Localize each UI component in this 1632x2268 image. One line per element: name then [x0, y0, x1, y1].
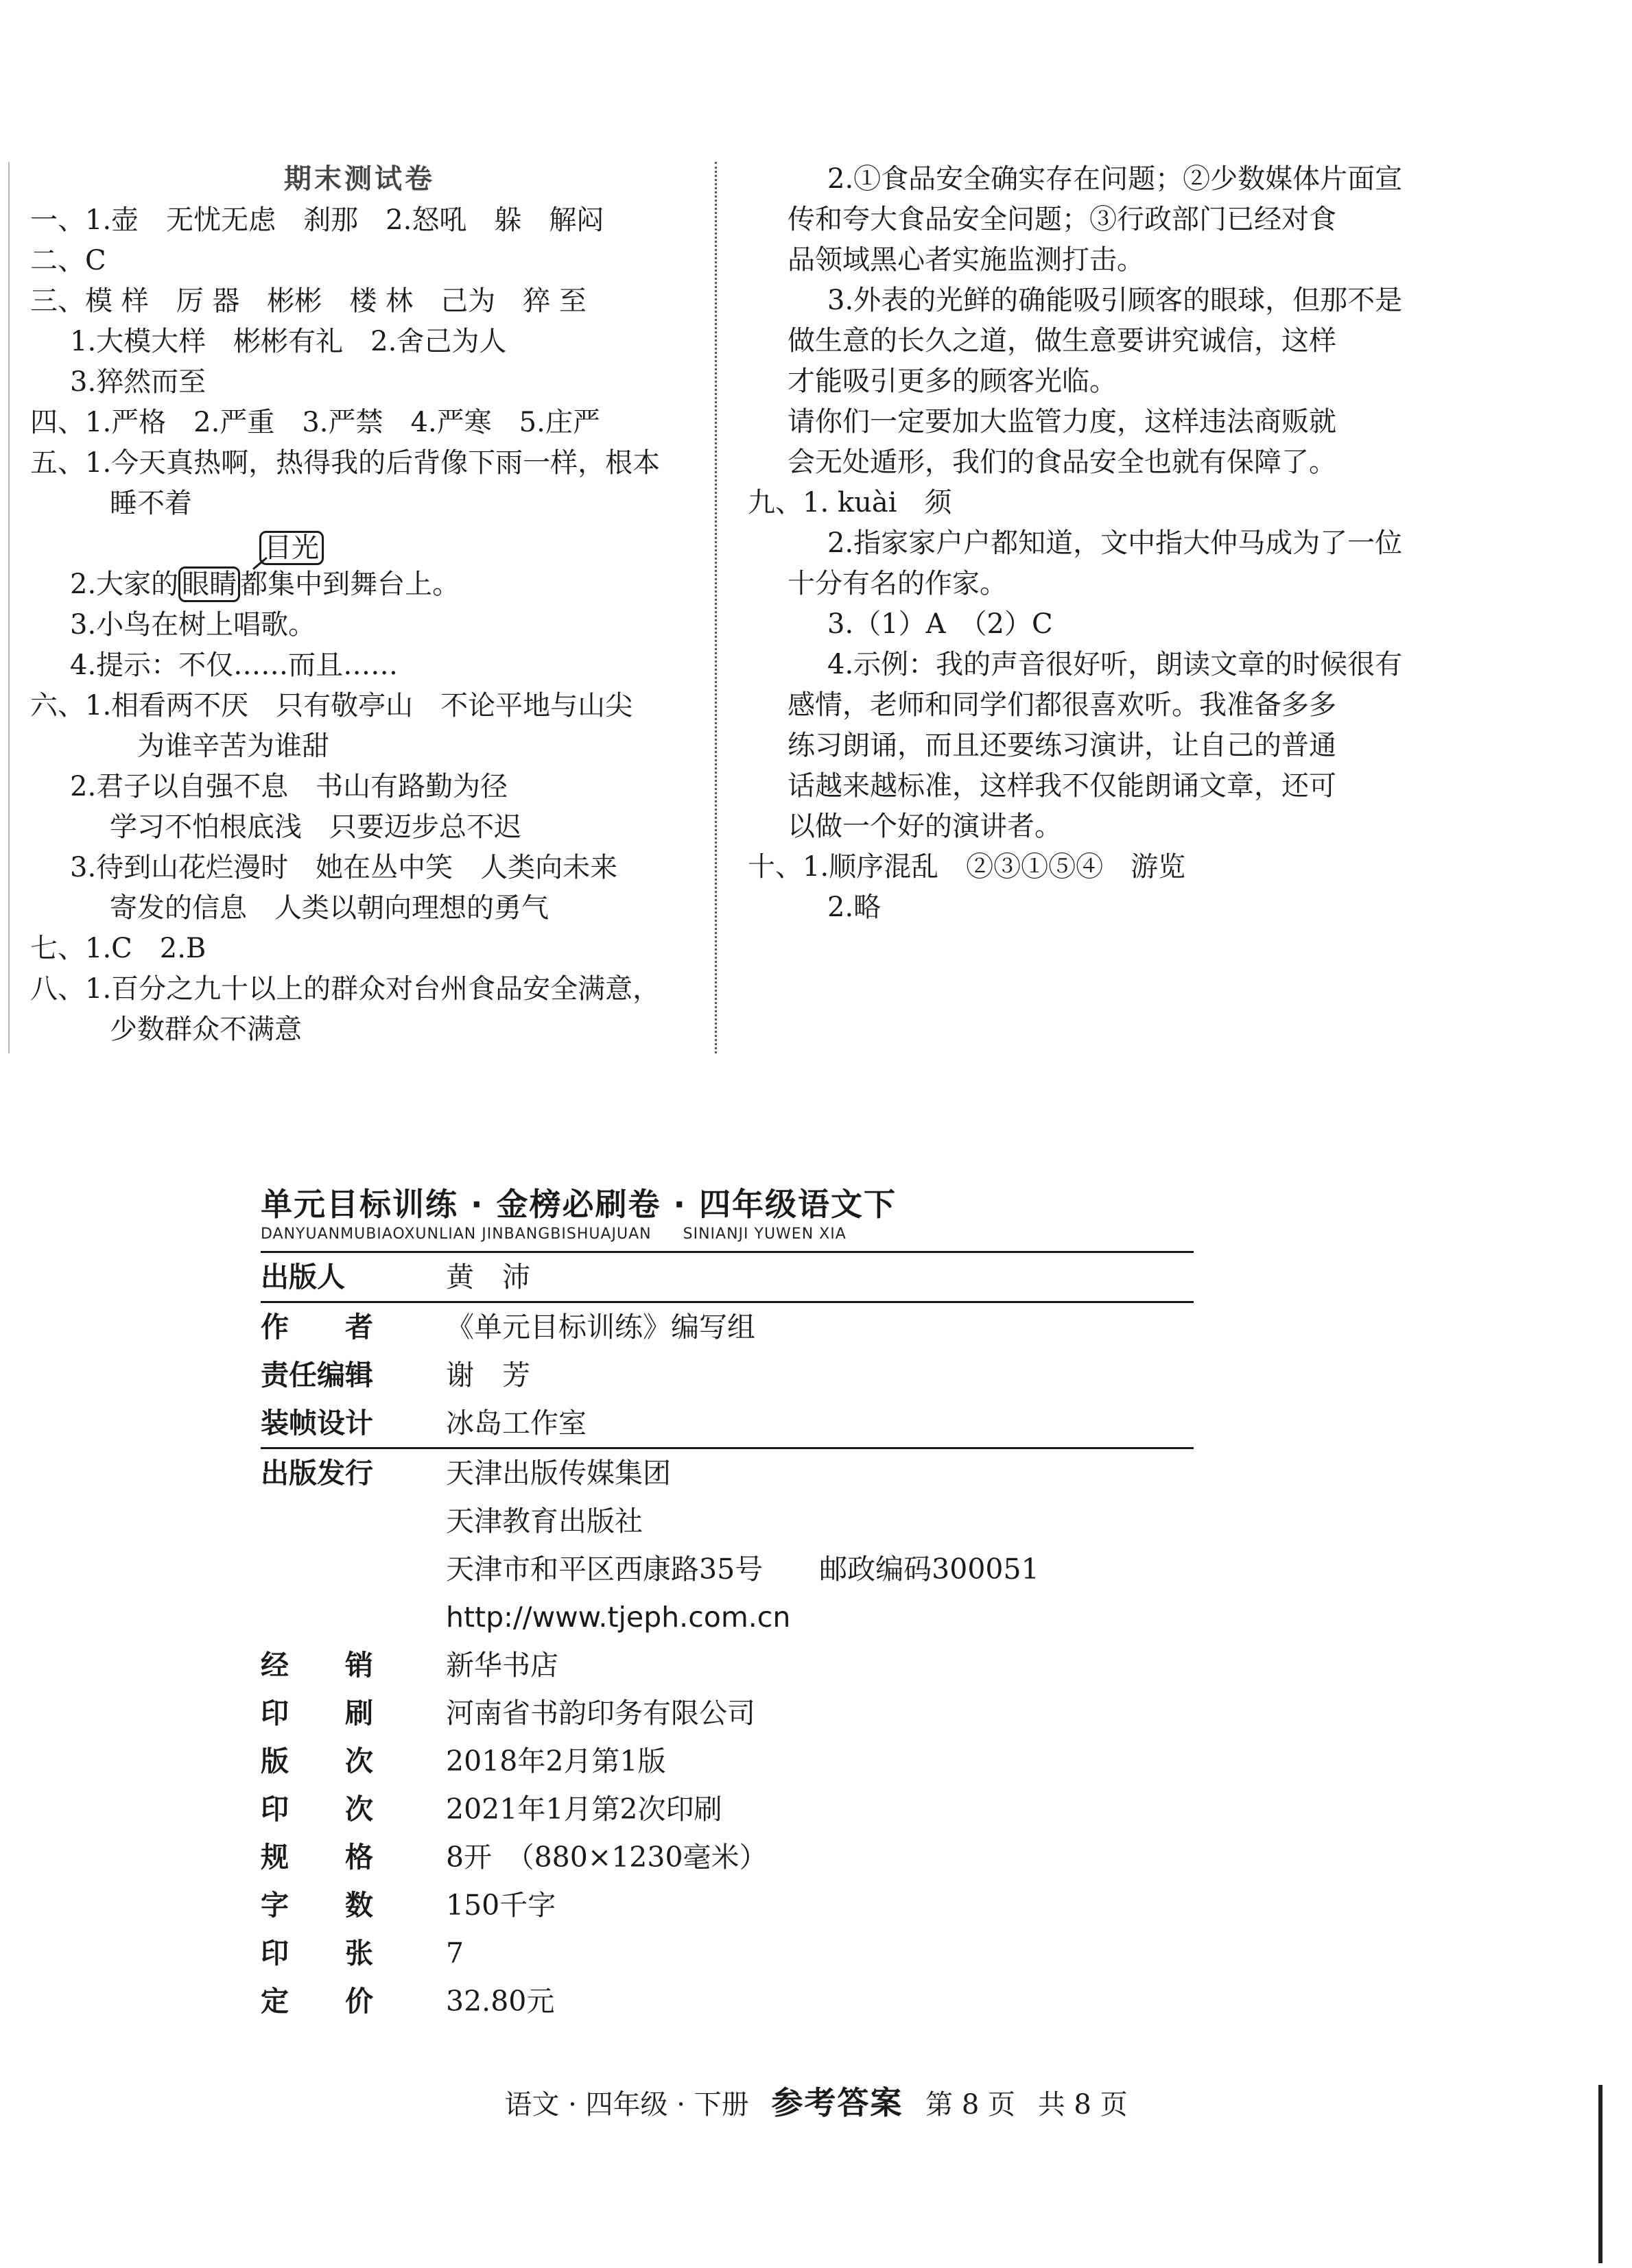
page-edge-line	[8, 162, 10, 1053]
row-value: 8开 （880×1230毫米）	[446, 1841, 768, 1874]
column-divider	[715, 162, 717, 1053]
answer-line: 六、1.相看两不厌 只有敬亭山 不论平地与山尖	[30, 690, 633, 721]
answer-line: 3.（1）A （2）C	[827, 608, 1053, 640]
colophon-row	[261, 1351, 1207, 1399]
left-column	[30, 159, 689, 1050]
book-title: 单元目标训练 · 金榜必刷卷 · 四年级语文下	[261, 1186, 897, 1223]
answer-line: 十分有名的作家。	[788, 568, 1007, 599]
row-value: 32.80元	[446, 1985, 555, 2018]
answer-line: 3.小鸟在树上唱歌。	[70, 609, 316, 641]
answer-line: 十、1.顺序混乱 ②③①⑤④ 游览	[748, 851, 1186, 883]
row-value-group	[446, 1449, 1039, 1641]
row-label: 定 价	[261, 1985, 373, 2018]
answer-line: 五、1.今天真热啊，热得我的后背像下雨一样，根本	[30, 447, 661, 479]
colophon-row	[261, 1449, 1207, 1641]
answer-line: 2.君子以自强不息 书山有路勤为径	[70, 771, 508, 802]
answer-line: 八、1.百分之九十以上的群众对台州食品安全满意，	[30, 973, 661, 1005]
colophon-row	[261, 1881, 1207, 1929]
row-label: 印 张	[261, 1937, 373, 1970]
boxed-word: 眼睛	[178, 566, 240, 602]
answer-line: 感情，老师和同学们都很喜欢听。我准备多多	[788, 689, 1336, 721]
answer-line: 4.示例：我的声音很好听，朗读文章的时候很有	[827, 649, 1403, 680]
answer-line: 以做一个好的演讲者。	[788, 811, 1062, 842]
row-label: 作 者	[261, 1311, 373, 1344]
row-label: 规 格	[261, 1841, 373, 1874]
row-value: 天津市和平区西康路35号 邮政编码300051	[446, 1553, 1039, 1586]
answer-line: 学习不怕根底浅 只要迈步总不迟	[110, 811, 521, 843]
answer-line: 做生意的长久之道，做生意要讲究诚信，这样	[788, 325, 1336, 357]
colophon-row	[261, 1977, 1207, 2025]
page-footer	[0, 2078, 1632, 2123]
colophon-row	[261, 1833, 1207, 1881]
answer-line: 3.待到山花烂漫时 她在丛中笑 人类向未来	[70, 852, 618, 883]
row-label: 出版发行	[261, 1457, 373, 1490]
answer-line: 四、1.严格 2.严重 3.严禁 4.严寒 5.庄严	[30, 407, 600, 438]
row-value: 2021年1月第2次印刷	[446, 1793, 722, 1826]
colophon	[261, 1180, 1207, 2025]
colophon-row	[261, 1689, 1207, 1737]
answer-line: 2.指家家户户都知道，文中指大仲马成为了一位	[827, 527, 1403, 559]
row-label: 印 次	[261, 1793, 373, 1826]
text-fragment: 2.大家的	[70, 569, 179, 600]
answer-line: 练习朗诵，而且还要练习演讲，让自己的普通	[788, 730, 1336, 761]
row-label: 责任编辑	[261, 1359, 373, 1392]
row-label: 版 次	[261, 1745, 373, 1778]
answer-line: 睡不着	[110, 488, 192, 519]
answer-line: 少数群众不满意	[110, 1014, 302, 1045]
row-value: 谢 芳	[446, 1359, 530, 1392]
row-value: 新华书店	[446, 1649, 558, 1682]
answer-line: 传和夸大食品安全问题；③行政部门已经对食	[788, 204, 1336, 235]
colophon-row	[261, 1737, 1207, 1785]
row-value: 黄 沛	[446, 1261, 530, 1293]
row-value: 2018年2月第1版	[446, 1745, 666, 1778]
answer-line: 2.略	[827, 892, 882, 923]
row-label: 字 数	[261, 1889, 373, 1922]
row-value: 天津出版传媒集团	[446, 1457, 671, 1490]
row-value: 《单元目标训练》编写组	[446, 1311, 755, 1344]
answer-line: 会无处遁形，我们的食品安全也就有保障了。	[788, 446, 1336, 478]
section-title: 期末测试卷	[284, 163, 435, 195]
row-value: 150千字	[446, 1889, 556, 1922]
row-value: 河南省书韵印务有限公司	[446, 1697, 755, 1730]
row-value: 7	[446, 1937, 464, 1970]
answer-line: 七、1.C 2.B	[30, 933, 206, 964]
answer-line: 九、1. kuài 须	[748, 487, 952, 518]
footer-page-total: 共 8 页	[1037, 2089, 1128, 2121]
answer-line: 3.外表的光鲜的确能吸引顾客的眼球，但那不是	[827, 285, 1403, 316]
colophon-row	[261, 1253, 1207, 1301]
colophon-row	[261, 1641, 1207, 1689]
row-label: 经 销	[261, 1649, 373, 1682]
colophon-row	[261, 1303, 1207, 1351]
colophon-row	[261, 1785, 1207, 1833]
answer-line: 为谁辛苦为谁甜	[137, 730, 329, 762]
row-value: 天津教育出版社	[446, 1505, 643, 1538]
book-title-pinyin: DANYUANMUBIAOXUNLIAN JINBANGBISHUAJUAN SINIANJI YUWEN XIA	[261, 1226, 847, 1243]
right-column	[748, 159, 1406, 928]
answer-line: 话越来越标准，这样我不仅能朗诵文章，还可	[788, 770, 1336, 802]
colophon-row	[261, 1929, 1207, 1977]
correction-word: 目光	[259, 531, 324, 565]
answer-line: 3.猝然而至	[70, 366, 206, 398]
row-label: 印 刷	[261, 1697, 373, 1730]
row-value: 冰岛工作室	[446, 1407, 587, 1440]
answer-line: 一、1.壶 无忧无虑 刹那 2.怒吼 躲 解闷	[30, 204, 604, 236]
footer-subject: 语文 · 四年级 · 下册	[504, 2089, 749, 2121]
answer-line: 品领域黑心者实施监测打击。	[788, 244, 1144, 276]
row-label: 出版人	[261, 1261, 345, 1293]
publisher-url: http://www.tjeph.com.cn	[446, 1601, 791, 1634]
answer-line	[30, 564, 689, 605]
answer-line: 1.大模大样 彬彬有礼 2.舍己为人	[70, 326, 507, 357]
colophon-row	[261, 1399, 1207, 1447]
answer-line: 二、C	[30, 245, 106, 276]
correction-annotation	[30, 524, 689, 564]
footer-page-number: 第 8 页	[925, 2089, 1015, 2121]
answer-line: 寄发的信息 人类以朝向理想的勇气	[110, 892, 549, 924]
answer-line: 请你们一定要加大监管力度，这样违法商贩就	[788, 406, 1336, 438]
text-fragment: 都集中到舞台上。	[240, 569, 460, 600]
answer-line: 2.①食品安全确实存在问题；②少数媒体片面宣	[827, 163, 1403, 195]
row-label: 装帧设计	[261, 1407, 373, 1440]
footer-answers-label: 参考答案	[771, 2084, 903, 2121]
answer-line: 三、模 样 厉 器 彬彬 楼 林 己为 猝 至	[30, 285, 587, 317]
answer-line: 4.提示：不仅……而且……	[70, 649, 399, 681]
answer-line: 才能吸引更多的顾客光临。	[788, 366, 1117, 397]
